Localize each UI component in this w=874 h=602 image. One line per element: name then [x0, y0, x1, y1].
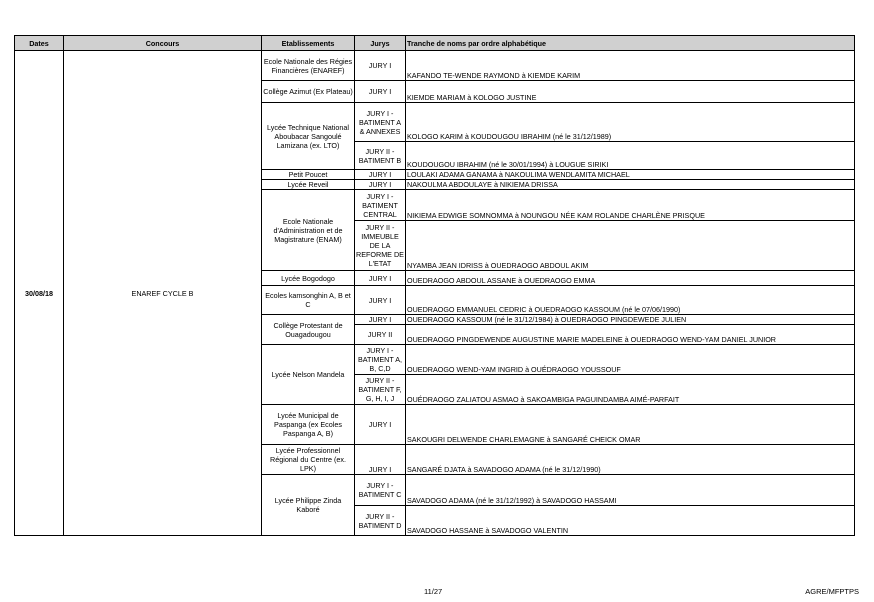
- jury-cell: JURY I: [355, 286, 406, 315]
- header-tranche: Tranche de noms par ordre alphabétique: [406, 36, 855, 51]
- etablissement-cell: Petit Poucet: [262, 170, 355, 180]
- jury-cell: JURY I: [355, 445, 406, 475]
- tranche-cell: NYAMBA JEAN IDRISS à OUEDRAOGO ABDOUL AKIM: [406, 221, 855, 271]
- jury-cell: JURY I: [355, 315, 406, 325]
- etablissement-cell: Lycée Professionnel Régional du Centre (ex. LPK): [262, 445, 355, 475]
- header-jurys: Jurys: [355, 36, 406, 51]
- tranche-cell: OUÉDRAOGO ZALIATOU ASMAO à SAKOAMBIGA PAGUINDAMBA AIMÉ-PARFAIT: [406, 375, 855, 405]
- jury-cell: JURY I: [355, 81, 406, 103]
- jury-cell: JURY II - IMMEUBLE DE LA REFORME DE L'ETAT: [355, 221, 406, 271]
- jury-distribution-table: [14, 35, 855, 536]
- tranche-cell: NIKIEMA EDWIGE SOMNOMMA à NOUNGOU NÉE KAM ROLANDE CHARLÈNE PRISQUE: [406, 190, 855, 221]
- etablissement-cell: Ecole Nationale d'Administration et de Magistrature (ENAM): [262, 190, 355, 271]
- jury-cell: JURY II - BATIMENT B: [355, 142, 406, 170]
- jury-cell: JURY I - BATIMENT C: [355, 475, 406, 506]
- tranche-cell: OUEDRAOGO EMMANUEL CEDRIC à OUEDRAOGO KASSOUM (né le 07/06/1990): [406, 286, 855, 315]
- tranche-cell: KAFANDO TE-WENDE RAYMOND à KIEMDE KARIM: [406, 51, 855, 81]
- jury-cell: JURY II: [355, 325, 406, 345]
- jury-cell: JURY II - BATIMENT D: [355, 506, 406, 536]
- tranche-cell: SANGARÉ DJATA à SAVADOGO ADAMA (né le 31/12/1990): [406, 445, 855, 475]
- etablissement-cell: Ecoles kamsonghin A, B et C: [262, 286, 355, 315]
- tranche-cell: OUEDRAOGO WEND-YAM INGRID à OUÉDRAOGO YOUSSOUF: [406, 345, 855, 375]
- jury-cell: JURY I - BATIMENT CENTRAL: [355, 190, 406, 221]
- footer-organisation: AGRE/MFPTPS: [805, 587, 859, 596]
- tranche-cell: OUEDRAOGO PINGDEWENDE AUGUSTINE MARIE MADELEINE à OUEDRAOGO WEND-YAM DANIEL JUNIOR: [406, 325, 855, 345]
- table-header-row: [15, 36, 855, 51]
- etablissement-cell: Ecole Nationale des Régies Financières (ENAREF): [262, 51, 355, 81]
- jury-cell: JURY I: [355, 405, 406, 445]
- jury-cell: JURY I: [355, 51, 406, 81]
- etablissement-cell: Collège Protestant de Ouagadougou: [262, 315, 355, 345]
- tranche-cell: SAVADOGO ADAMA (né le 31/12/1992) à SAVADOGO HASSAMI: [406, 475, 855, 506]
- jury-cell: JURY I: [355, 170, 406, 180]
- header-etablissements: Etablissements: [262, 36, 355, 51]
- tranche-cell: KOLOGO KARIM à KOUDOUGOU IBRAHIM (né le 31/12/1989): [406, 103, 855, 142]
- concours-cell: ENAREF CYCLE B: [64, 51, 262, 536]
- page-number: 11/27: [424, 587, 443, 596]
- jury-cell: JURY I: [355, 271, 406, 286]
- jury-cell: JURY I - BATIMENT A, B, C,D: [355, 345, 406, 375]
- header-dates: Dates: [15, 36, 64, 51]
- tranche-cell: SAKOUGRI DELWENDE CHARLEMAGNE à SANGARÉ CHEICK OMAR: [406, 405, 855, 445]
- tranche-cell: KIEMDE MARIAM à KOLOGO JUSTINE: [406, 81, 855, 103]
- date-cell: 30/08/18: [15, 51, 64, 536]
- table-row: [15, 51, 855, 81]
- jury-cell: JURY I: [355, 180, 406, 190]
- etablissement-cell: Lycée Municipal de Paspanga (ex Ecoles Paspanga A, B): [262, 405, 355, 445]
- tranche-cell: SAVADOGO HASSANE à SAVADOGO VALENTIN: [406, 506, 855, 536]
- jury-cell: JURY II - BATIMENT F, G, H, I, J: [355, 375, 406, 405]
- tranche-cell: KOUDOUGOU IBRAHIM (né le 30/01/1994) à LOUGUE SIRIKI: [406, 142, 855, 170]
- etablissement-cell: Lycée Nelson Mandela: [262, 345, 355, 405]
- tranche-cell: OUEDRAOGO ABDOUL ASSANE à OUEDRAOGO EMMA: [406, 271, 855, 286]
- tranche-cell: LOULAKI ADAMA GANAMA à NAKOULIMA WENDLAMITA MICHAEL: [406, 170, 855, 180]
- header-concours: Concours: [64, 36, 262, 51]
- etablissement-cell: Lycée Technique National Aboubacar Sangoulé Lamizana (ex. LTO): [262, 103, 355, 170]
- jury-cell: JURY I - BATIMENT A & ANNEXES: [355, 103, 406, 142]
- etablissement-cell: Lycée Reveil: [262, 180, 355, 190]
- etablissement-cell: Lycée Philippe Zinda Kaboré: [262, 475, 355, 536]
- etablissement-cell: Lycée Bogodogo: [262, 271, 355, 286]
- etablissement-cell: Collège Azimut (Ex Plateau): [262, 81, 355, 103]
- tranche-cell: OUEDRAOGO KASSOUM (né le 31/12/1984) à OUEDRAOGO PINGDEWEDE JULIEN: [406, 315, 855, 325]
- tranche-cell: NAKOULMA ABDOULAYE à NIKIEMA DRISSA: [406, 180, 855, 190]
